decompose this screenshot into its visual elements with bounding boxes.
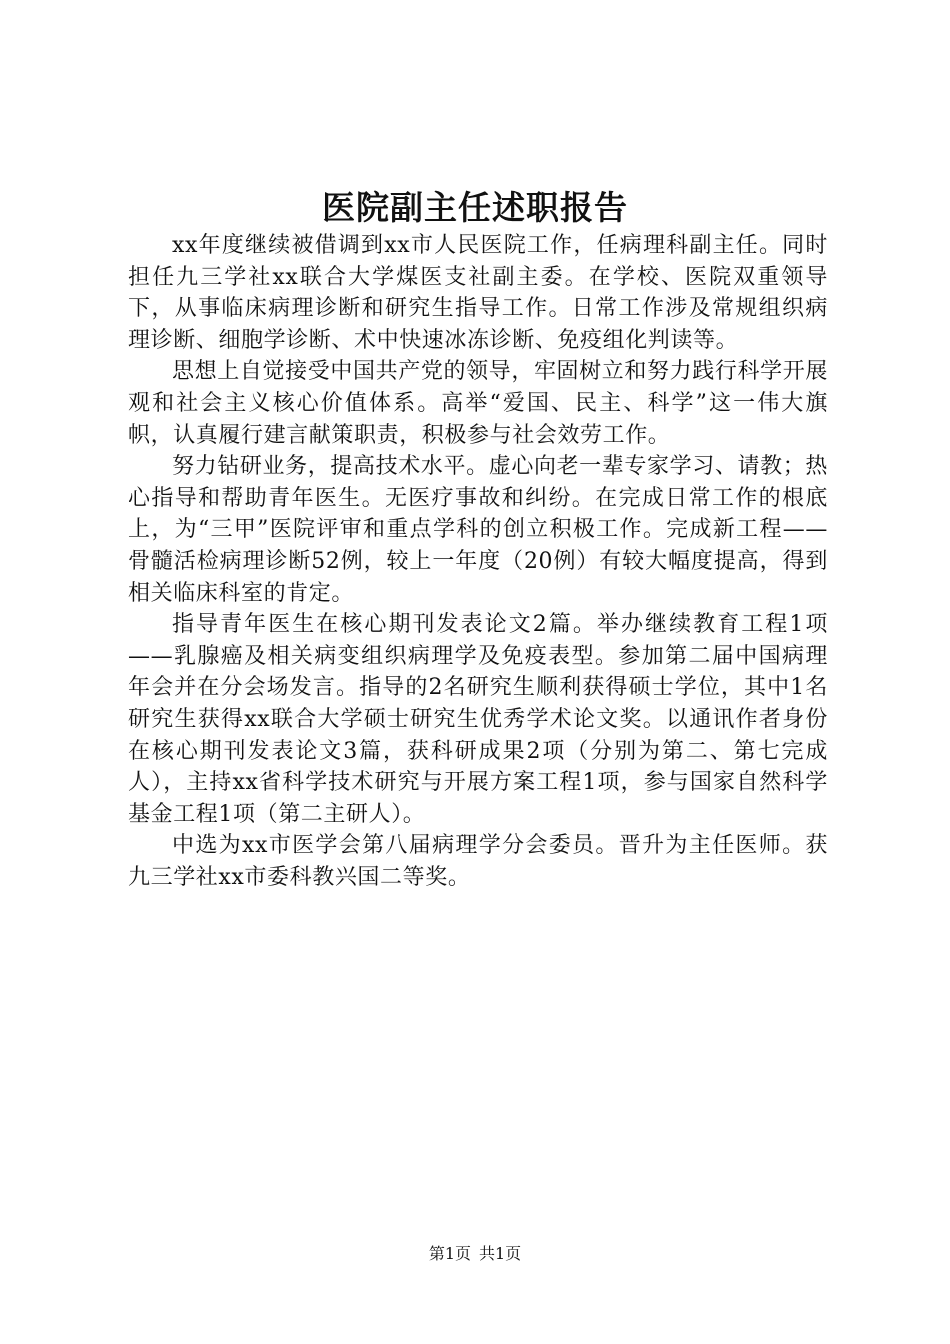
paragraph-3: 努力钻研业务，提高技术水平。虚心向老一辈专家学习、请教；热心指导和帮助青年医生。无医疗事故和纠纷。在完成日常工作的根底上，为“三甲”医院评审和重点学科的创立积极工作。完成新工程——骨髓活检病理诊断52例，较上一年度（20例）有较大幅度提高，得到相关临床科室的肯定。 bbox=[128, 454, 828, 606]
page-number: 第1页 bbox=[428, 1244, 471, 1263]
paragraph-5: 中选为xx市医学会第八届病理学分会委员。晋升为主任医师。获九三学社xx市委科教兴国二等奖。 bbox=[128, 833, 828, 890]
paragraph-4: 指导青年医生在核心期刊发表论文2篇。举办继续教育工程1项——乳腺癌及相关病变组织病理学及免疫表型。参加第二届中国病理年会并在分会场发言。指导的2名研究生顺利获得硕士学位，其中1名研究生获得xx联合大学硕士研究生优秀学术论文奖。以通讯作者身份在核心期刊发表论文3篇，获科研成果2项（分别为第二、第七完成人），主持xx省科学技术研究与开展方案工程1项，参与国家自然科学基金工程1项（第二主研人）。 bbox=[128, 612, 828, 827]
document-body bbox=[128, 230, 828, 893]
total-pages: 共1页 bbox=[479, 1244, 522, 1263]
paragraph-2: 思想上自觉接受中国共产党的领导，牢固树立和努力践行科学开展观和社会主义核心价值体系。高举“爱国、民主、科学”这一伟大旗帜，认真履行建言献策职责，积极参与社会效劳工作。 bbox=[128, 359, 828, 448]
document-title: 医院副主任述职报告 bbox=[322, 188, 628, 227]
paragraph-1: xx年度继续被借调到xx市人民医院工作，任病理科副主任。同时担任九三学社xx联合大学煤医支社副主委。在学校、医院双重领导下，从事临床病理诊断和研究生指导工作。日常工作涉及常规组织病理诊断、细胞学诊断、术中快速冰冻诊断、免疫组化判读等。 bbox=[128, 233, 828, 353]
page-footer bbox=[0, 1242, 950, 1266]
